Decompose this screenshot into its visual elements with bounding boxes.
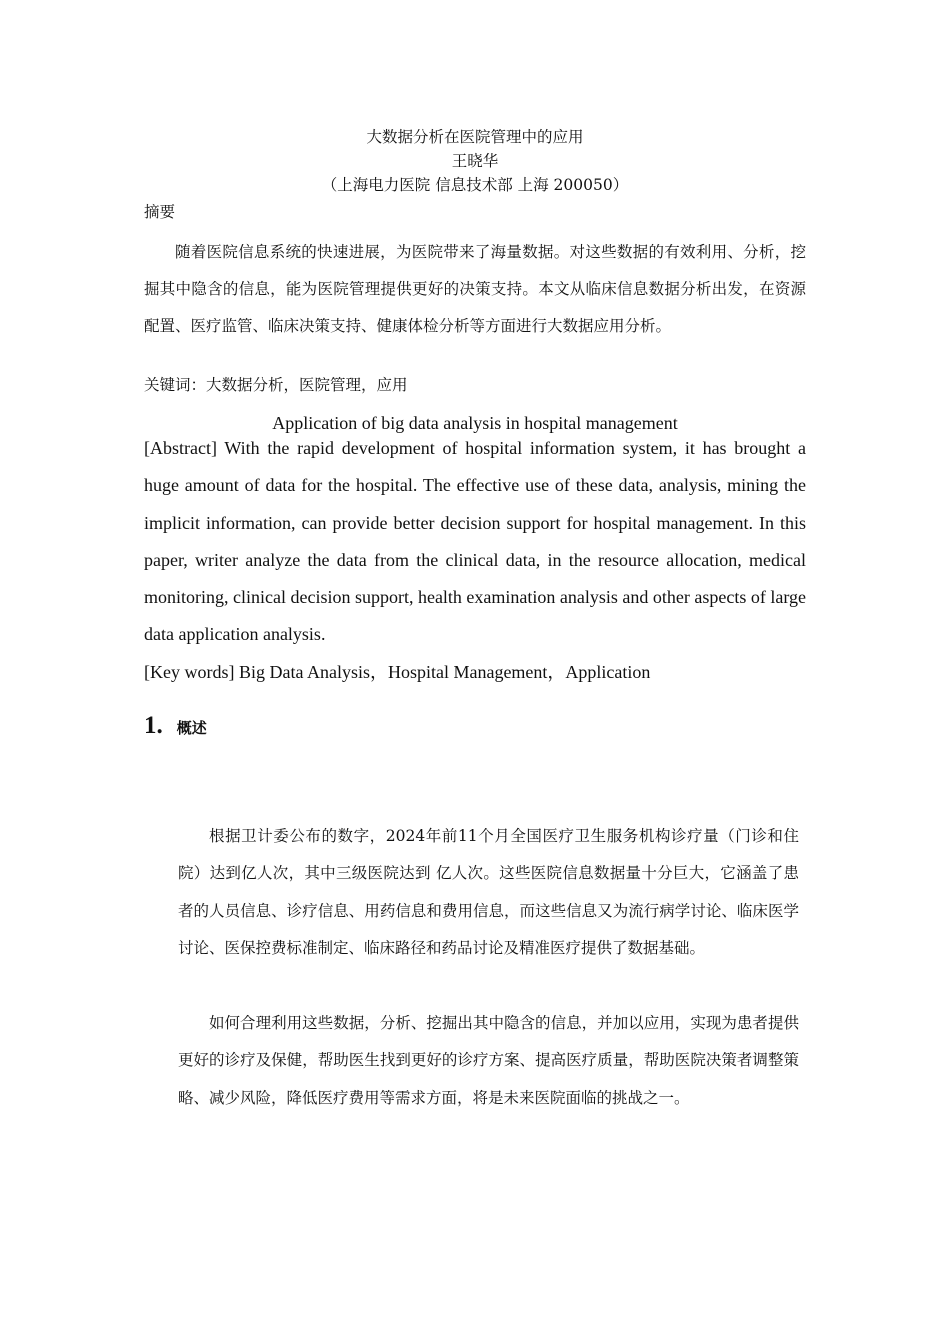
- section-number: 1.: [144, 712, 163, 739]
- abstract-en-block: [144, 430, 806, 691]
- author-affiliation: （上海电力医院 信息技术部 上海 200050）: [321, 176, 629, 194]
- section-title: 概述: [176, 719, 207, 737]
- body-paragraph: 如何合理利用这些数据，分析、挖掘出其中隐含的信息，并加以应用，实现为患者提供更好的诊疗及保健，帮助医生找到更好的诊疗方案、提高医疗质量，帮助医院决策者调整策略、减少风险，降低医疗费用等需求方面，将是未来医院面临的挑战之一。: [178, 1014, 799, 1107]
- paper-title: 大数据分析在医院管理中的应用: [366, 128, 584, 146]
- english-title: Application of big data analysis in hospital management: [272, 413, 678, 433]
- section-heading: [144, 712, 207, 740]
- abstract-en-text: [Abstract] With the rapid development of hospital information system, it has brought a huge amount of data for the hospital. The effective use of these data, analysis, mining the implicit information, can provide better decision support for hospital management. In this paper, writer analyze the data from the clinical data, in the resource allocation, medical monitoring, clinical decision support, health examination analysis and other aspects of large data application analysis.: [144, 438, 806, 645]
- author-name: 王晓华: [451, 152, 499, 170]
- keywords-en: [Key words] Big Data Analysis，Hospital Management，Application: [144, 661, 651, 682]
- keywords-cn: 关键词：大数据分析，医院管理，应用: [144, 376, 408, 394]
- abstract-cn-text: 随着医院信息系统的快速进展，为医院带来了海量数据。对这些数据的有效利用、分析，挖掘其中隐含的信息，能为医院管理提供更好的决策支持。本文从临床信息数据分析出发，在资源配置、医疗监管、临床决策支持、健康体检分析等方面进行大数据应用分析。: [144, 243, 806, 335]
- abstract-label: 摘要: [144, 203, 176, 221]
- body-paragraph: 根据卫计委公布的数字，2024年前11个月全国医疗卫生服务机构诊疗量（门诊和住院）达到亿人次，其中三级医院达到 亿人次。这些医院信息数据量十分巨大，它涵盖了患者的人员信息、诊疗信息、用药信息和费用信息，而这些信息又为流行病学讨论、临床医学讨论、医保控费标准制定、临床路径和药品讨论及精准医疗提供了数据基础。: [178, 827, 799, 957]
